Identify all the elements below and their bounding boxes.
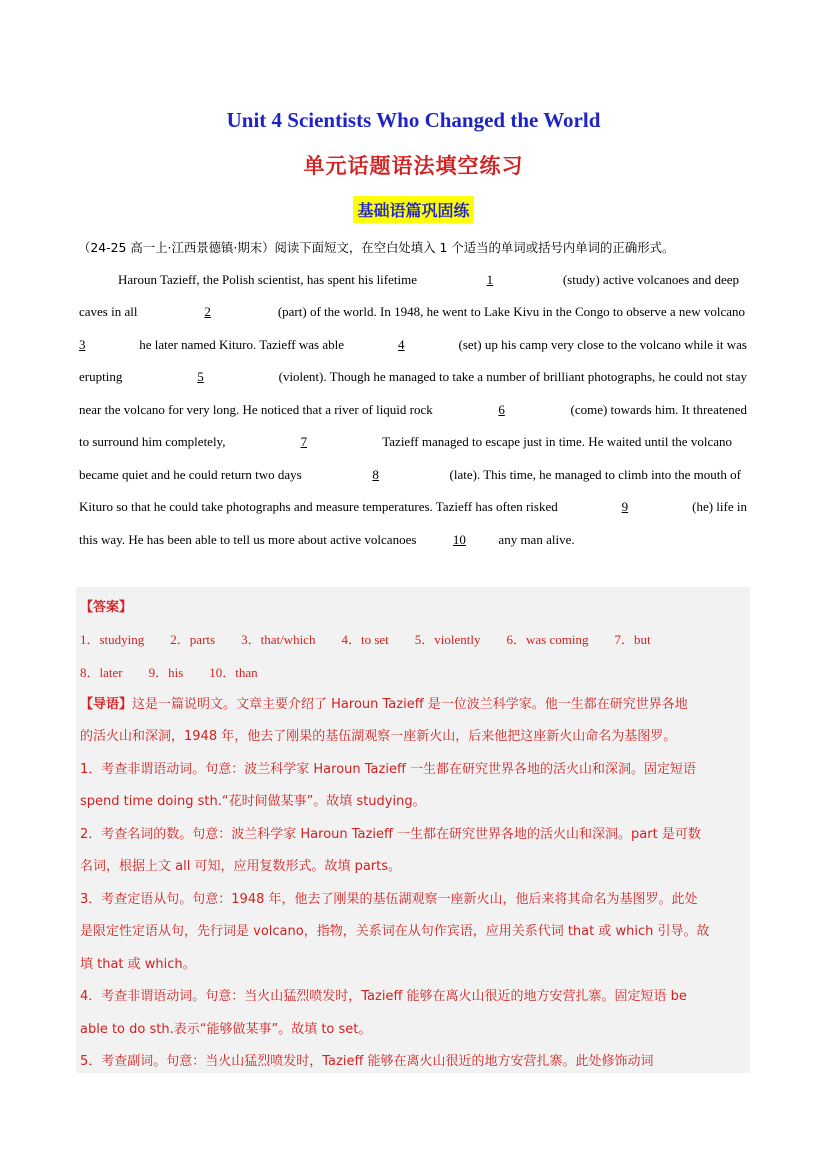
passage-line: became quiet and he could return two days 8 (late). This time, he managed to climb into the mouth of [79, 467, 741, 482]
explanation-line: 名词，根据上文 all 可知，应用复数形式。故填 parts。 [80, 859, 402, 874]
guide-line: 【导语】这是一篇说明文。文章主要介绍了 Haroun Tazieff 是一位波兰科学家。他一生都在研究世界各地 [80, 697, 688, 712]
blank-2: 2 [204, 304, 211, 319]
page-subtitle: 单元话题语法填空练习 [303, 154, 524, 178]
answer-item: 7．but [614, 632, 651, 647]
answer-row [80, 629, 677, 648]
blank-3: 3 [79, 337, 86, 352]
instruction: （24-25 高一上·江西景德镇·期末）阅读下面短文，在空白处填入 1 个适当的单词或括号内单词的正确形式。 [78, 240, 675, 255]
page-title: Unit 4 Scientists Who Changed the World [226, 108, 601, 132]
answer-item: 9．his [148, 665, 184, 680]
explanation-line: 是限定性定语从句，先行词是 volcano，指物，关系词在从句作宾语，应用关系代词 that 或 which 引导。故 [80, 924, 710, 939]
answer-label: 【答案】 [80, 600, 133, 615]
section-heading: 基础语篇巩固练 [353, 196, 473, 223]
passage-line: Haroun Tazieff, the Polish scientist, has spent his lifetime 1 (study) active volcanoes and deep [118, 272, 739, 287]
passage-line: 3 he later named Kituro. Tazieff was able 4 (set) up his camp very close to the volcano while it was [79, 337, 747, 352]
blank-10: 10 [452, 532, 466, 547]
answer-item: 1．studying [80, 632, 145, 647]
passage-line: Kituro so that he could take photographs and measure temperatures. Tazieff has often risked 9 (he) life in [79, 499, 747, 514]
explanation-line: 3．考查定语从句。句意：1948 年，他去了刚果的基伍湖观察一座新火山，他后来将其命名为基图罗。此处 [80, 892, 698, 907]
answer-item: 3．that/which [241, 632, 316, 647]
explanation-line: 填 that 或 which。 [80, 957, 196, 972]
blank-4: 4 [398, 337, 405, 352]
answer-item: 8．later [80, 665, 123, 680]
passage-line: to surround him completely, 7 Tazieff managed to escape just in time. He waited until the volcano [79, 434, 732, 449]
blank-9: 9 [621, 499, 629, 514]
answer-item: 10．than [209, 665, 258, 680]
answer-item: 5．violently [414, 632, 481, 647]
passage-line: this way. He has been able to tell us more about active volcanoes 10 any man alive. [79, 532, 575, 547]
blank-5: 5 [197, 369, 204, 384]
passage-line: erupting 5 (violent). Though he managed to take a number of brilliant photographs, he could not stay [79, 369, 747, 384]
answer-item: 6．was coming [506, 632, 589, 647]
passage-line: caves in all 2 (part) of the world. In 1948, he went to Lake Kivu in the Congo to observe a new volcano [79, 304, 745, 319]
answer-row [80, 662, 284, 681]
blank-6: 6 [498, 402, 505, 417]
explanation-line: 1．考查非谓语动词。句意：波兰科学家 Haroun Tazieff 一生都在研究世界各地的活火山和深洞。固定短语 [80, 762, 697, 777]
explanation-line: able to do sth.表示“能够做某事”。故填 to set。 [80, 1022, 372, 1037]
explanation-line: spend time doing sth.“花时间做某事”。故填 studying。 [80, 794, 426, 809]
guide-line: 的活火山和深洞，1948 年，他去了刚果的基伍湖观察一座新火山，后来他把这座新火山命名为基图罗。 [80, 729, 677, 744]
answer-item: 2．parts [170, 632, 216, 647]
blank-8: 8 [372, 467, 379, 482]
blank-1: 1 [486, 272, 494, 287]
explanation-line: 2．考查名词的数。句意：波兰科学家 Haroun Tazieff 一生都在研究世界各地的活火山和深洞。part 是可数 [80, 827, 701, 842]
answer-item: 4．to set [341, 632, 389, 647]
explanation-line: 5．考查副词。句意：当火山猛烈喷发时，Tazieff 能够在离火山很近的地方安营扎寨。此处修饰动词 [80, 1054, 654, 1069]
blank-7: 7 [300, 434, 308, 449]
passage-line: near the volcano for very long. He noticed that a river of liquid rock 6 (come) towards him. It threatened [79, 402, 747, 417]
explanation-line: 4．考查非谓语动词。句意：当火山猛烈喷发时，Tazieff 能够在离火山很近的地方安营扎寨。固定短语 be [80, 989, 687, 1004]
